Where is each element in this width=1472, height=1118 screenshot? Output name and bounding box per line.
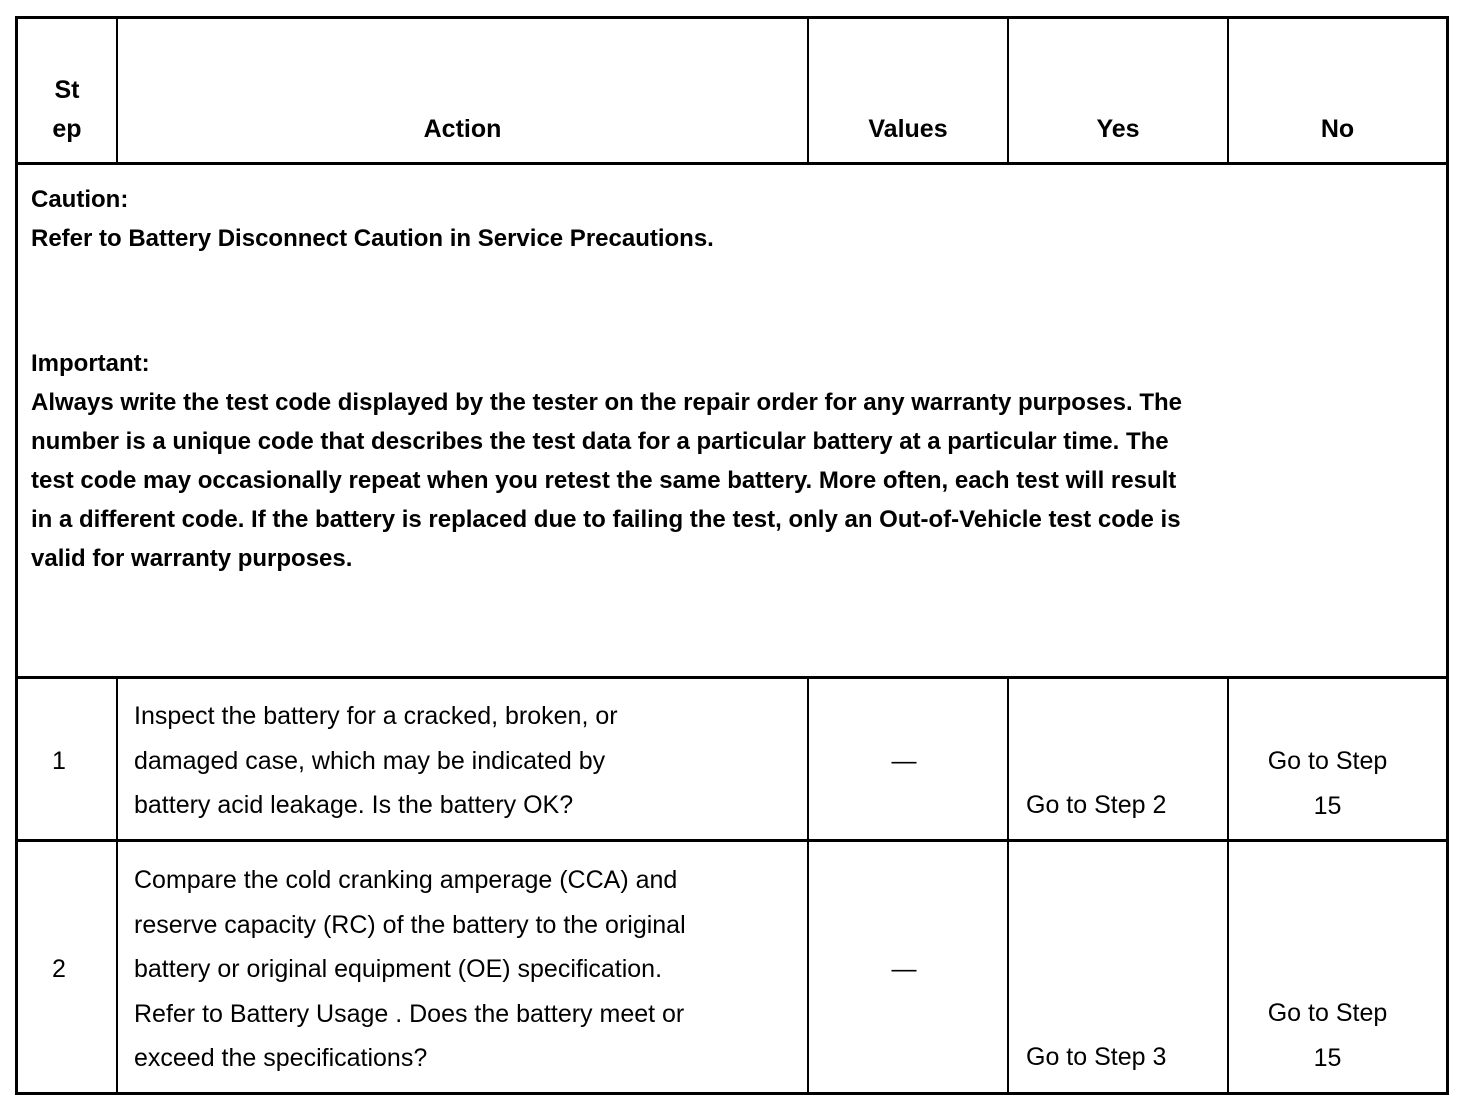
row-2-yes: Go to Step 3 (1026, 1043, 1167, 1071)
row-2-step: 2 (52, 955, 66, 983)
column-divider-step (116, 678, 118, 1094)
header-divider (15, 162, 1449, 165)
header-yes: Yes (1096, 115, 1140, 143)
row-1-step: 1 (52, 747, 66, 775)
important-text: Always write the test code displayed by the tester on the repair order for any warranty purposes. The number is a unique code that describes the test data for a particular battery at a particular time. The test code may occasionally repeat when you retest the same battery. More often, each test will result in a different code. If the battery is replaced due to failing the test, only an Out-of-Vehicle test code is valid for warranty purposes. (31, 389, 1182, 572)
column-divider-values (1007, 678, 1009, 1094)
header-action: Action (423, 115, 502, 143)
row-2-action: Compare the cold cranking amperage (CCA) and reserve capacity (RC) of the battery to the original battery or original equipment (OE) specification. Refer to Battery Usage . Does the battery meet or exceed the specifications? (134, 866, 686, 1072)
table-border-top (15, 16, 1449, 19)
header-values: Values (868, 115, 948, 143)
row-1-yes: Go to Step 2 (1026, 791, 1167, 819)
row-1-values: — (891, 747, 917, 775)
important-title: Important: (31, 350, 150, 377)
caution-text: Refer to Battery Disconnect Caution in Service Precautions. (31, 225, 714, 252)
header-no: No (1320, 115, 1355, 143)
row-1-action: Inspect the battery for a cracked, broken, or damaged case, which may be indicated by battery acid leakage. Is the battery OK? (134, 702, 618, 819)
row-2-no: Go to Step 15 (1267, 999, 1388, 1072)
diagnostic-table (15, 16, 1449, 1095)
table-border-left (15, 16, 18, 1095)
table-border-right (1446, 16, 1449, 1095)
caution-title: Caution: (31, 186, 129, 213)
row-2-values: — (891, 955, 917, 983)
header-step: St ep (52, 76, 82, 143)
row-divider (15, 839, 1449, 842)
row-1-no: Go to Step 15 (1267, 747, 1388, 820)
notice-divider (15, 676, 1449, 679)
table-border-bottom (15, 1092, 1449, 1095)
